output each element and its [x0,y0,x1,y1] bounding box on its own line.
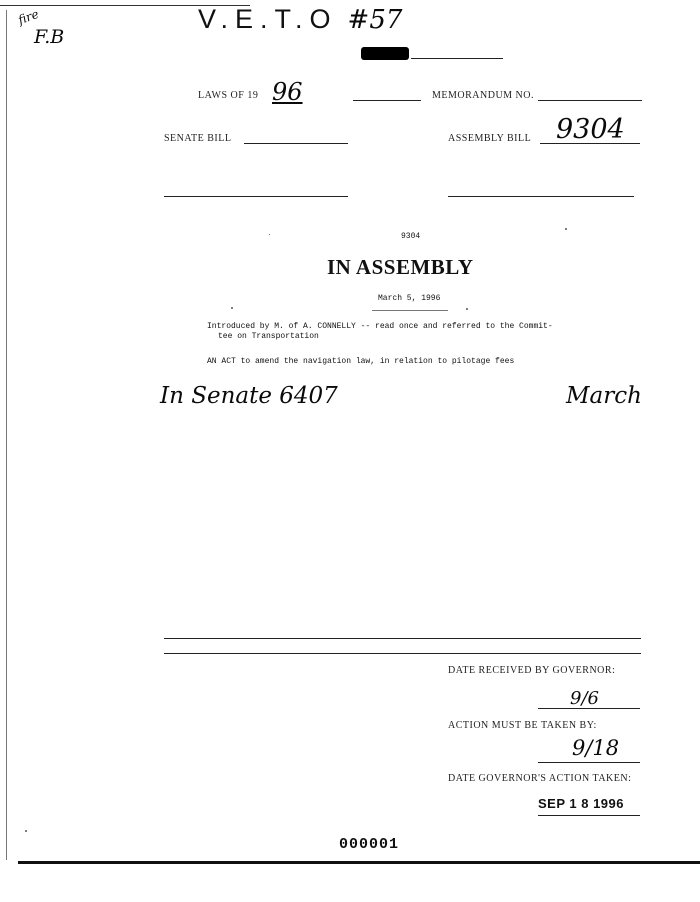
received-line [538,708,640,709]
action-line [538,762,640,763]
bill-title: IN ASSEMBLY [327,255,474,279]
memorandum-line [538,100,642,101]
redaction-mark [361,47,409,60]
taken-label: DATE GOVERNOR'S ACTION TAKEN: [448,773,632,784]
veto-number: #57 [347,5,403,35]
corner-scribble: fire [16,6,41,28]
left-scan-edge [6,10,7,860]
scan-speck [466,308,468,310]
bill-date: March 5, 1996 [378,294,441,303]
introduced-text: Introduced by M. of A. CONNELLY -- read once and referred to the Commit- [207,322,553,331]
received-value: 9/6 [570,688,599,709]
page-number: 000001 [339,836,400,853]
laws-year: 96 [272,78,303,106]
action-label: ACTION MUST BE TAKEN BY: [448,720,597,731]
scan-speck [25,830,27,832]
assembly-bill-label: ASSEMBLY BILL [448,133,532,144]
assembly-bill-line [540,143,640,144]
senate-bill-label: SENATE BILL [164,133,232,144]
assembly-blank-line [448,196,634,197]
veto-header [198,4,402,35]
senate-bill-line [244,143,348,144]
bill-number: 9304 [401,232,421,241]
bill-date-rule [372,310,448,311]
act-text: AN ACT to amend the navigation law, in relation to pilotage fees [207,357,515,366]
redaction-line [411,58,503,59]
taken-stamp: SEP 1 8 1996 [538,796,624,811]
taken-line [538,815,640,816]
scan-speck [231,307,233,309]
senate-note: In Senate 6407 [160,383,338,409]
laws-label: LAWS OF 19 [198,90,259,101]
lower-rule-2 [164,653,641,654]
bottom-scan-edge [18,861,700,864]
veto-label: V.E.T.O [198,4,338,34]
introduced-text-cont: tee on Transportation [218,332,319,341]
memorandum-label: MEMORANDUM NO. [432,90,535,101]
laws-blank-line [353,100,421,101]
lower-rule-1 [164,638,641,639]
scan-speck [269,234,270,235]
assembly-bill-number: 9304 [556,114,625,145]
senate-note-date: March [566,383,642,409]
corner-initials: F.B [34,26,65,48]
received-label: DATE RECEIVED BY GOVERNOR: [448,665,616,676]
senate-blank-line [164,196,348,197]
scan-speck [565,228,567,230]
action-value: 9/18 [572,736,620,760]
